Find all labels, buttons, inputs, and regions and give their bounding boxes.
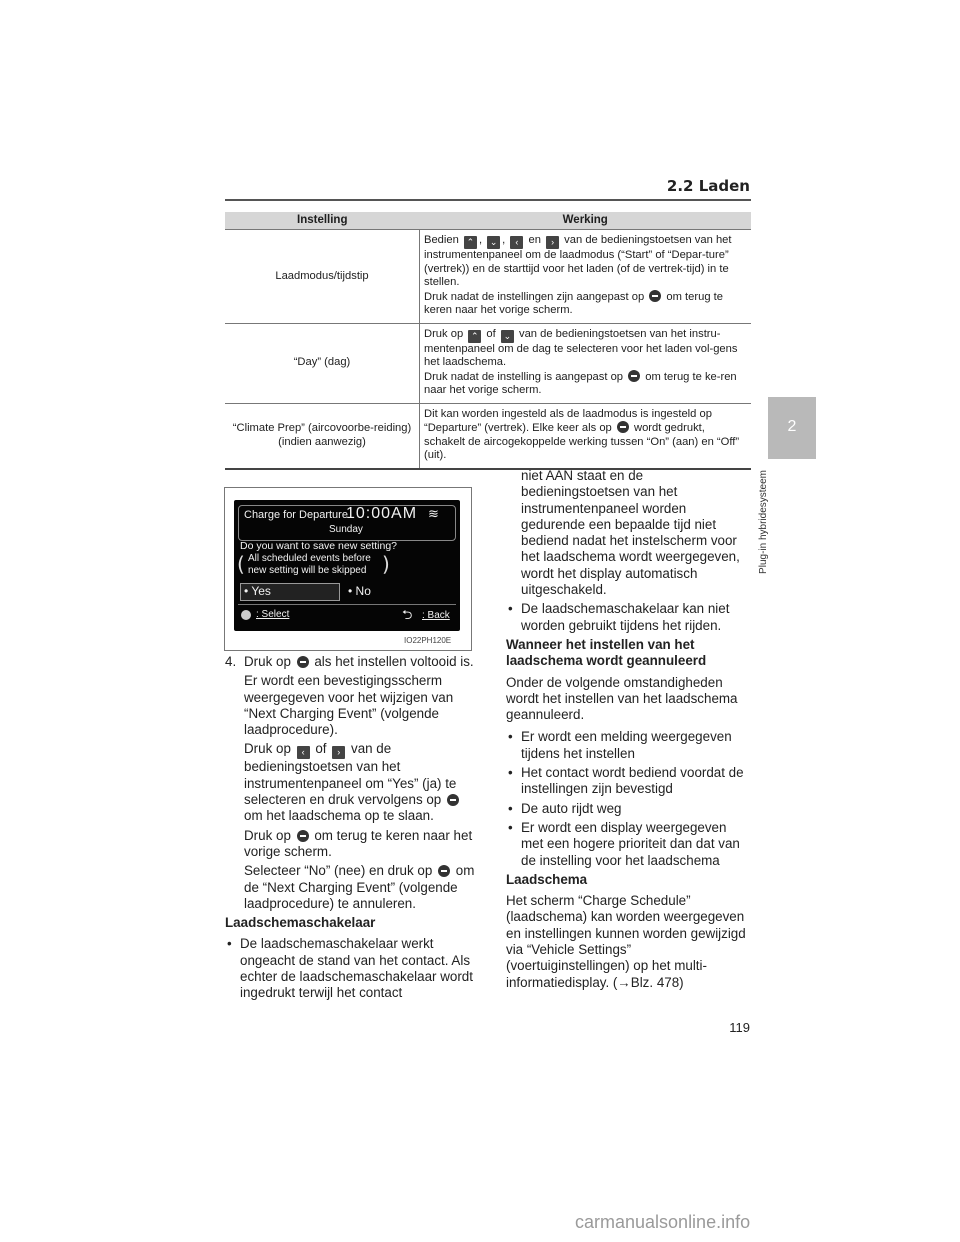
step-text: als het instellen voltooid is.: [314, 654, 474, 669]
desc-text: Druk op: [424, 327, 464, 340]
table-row: [225, 323, 751, 403]
heading-schedule-switch: Laadschemaschakelaar: [225, 915, 376, 931]
list-item-text: De auto rijdt weg: [521, 800, 622, 816]
list-item: [506, 729, 752, 762]
table-cell-setting: “Climate Prep” (aircovoorbe-reiding) (indien aanwezig): [225, 403, 420, 469]
list-item: [225, 936, 483, 1001]
right-button-icon: ›: [546, 236, 559, 249]
desc-text: ,: [478, 234, 483, 246]
paragraph: Het scherm “Charge Schedule” (laadschema) kan worden weergegeven en instellingen kunnen worden gewijzigd via “Vehicle Settings” (voertuiginstellingen) op het multi-informatiedisplay. (→Blz. 478): [506, 893, 746, 990]
text: Druk op: [244, 827, 291, 843]
screen-question: Do you want to save new setting?: [240, 540, 398, 552]
screen-note-line1: All scheduled events before: [248, 553, 371, 564]
step-number: 4.: [225, 654, 237, 669]
enter-button-icon: [438, 865, 450, 877]
paragraph: [225, 741, 483, 824]
table-header-setting: Instelling: [225, 212, 420, 230]
desc-text: van de bedieningstoetsen van het instrumentenpaneel om de laadmodus (“Start” of “Depar-ture” (vertrek)) en de starttijd voor het laden (of de vertrek-tijd) in te stellen.: [424, 234, 732, 288]
desc-text: om terug te ke-ren naar het vorige scherm.: [424, 370, 737, 396]
page-number: 119: [729, 1020, 750, 1035]
table-cell-description: [420, 323, 752, 403]
paragraph: Er wordt een bevestigingsscherm weergegeven voor het wijzigen van “Next Charging Event” (volgende laadprocedure).: [244, 673, 454, 738]
back-button-icon: [649, 290, 661, 302]
list-item: [506, 765, 752, 798]
list-item-text: Er wordt een display weergegeven met een hogere prioriteit dan dat van de instelling voor het laadschema: [521, 819, 740, 868]
desc-text: ,: [502, 234, 506, 246]
table-row: [225, 230, 751, 324]
list-item-text: Het contact wordt bediend voordat de instellingen zijn bevestigd: [521, 765, 744, 797]
list-item-text: Er wordt een melding weergegeven tijdens het instellen: [521, 729, 732, 761]
heading-charge-schedule: Laadschema: [506, 871, 588, 887]
list-item: [506, 801, 752, 817]
desc-text: of: [486, 327, 496, 340]
select-hint: : Select: [256, 609, 290, 620]
step-text: Druk op: [244, 654, 291, 669]
back-button-icon: [297, 830, 309, 842]
table-cell-setting: Laadmodus/tijdstip: [225, 230, 420, 324]
text: om het laadschema op te slaan.: [244, 808, 434, 824]
table-cell-description: [420, 230, 752, 324]
desc-text: Druk nadat de instellingen zijn aangepast op: [424, 290, 645, 303]
screen-note-line2: new setting will be skipped: [248, 565, 367, 576]
left-button-icon: ‹: [510, 236, 523, 249]
paragraph: [225, 863, 483, 912]
step-4: [225, 654, 483, 670]
section-title: 2.2 Laden: [666, 177, 750, 195]
list-item-text: De laadschemaschakelaar werkt ongeacht de stand van het contact. Als echter de laadschemaschakelaar wordt ingedrukt terwijl het contact: [240, 936, 473, 1001]
bracket-right-icon: ): [382, 552, 390, 576]
image-code: IO22PH120E: [404, 636, 452, 645]
chapter-label-text: Plug-in hybridesysteem: [758, 470, 769, 574]
down-button-icon: ⌄: [501, 330, 514, 343]
table-header-row: [225, 212, 751, 230]
paragraph: Onder de volgende omstandigheden wordt het instellen van het laadschema geannuleerd.: [506, 674, 738, 723]
table-row: [225, 403, 751, 469]
select-button-icon: [241, 610, 251, 620]
enter-button-icon: [617, 421, 629, 433]
chapter-label: [758, 470, 772, 630]
list-item: [506, 601, 752, 634]
enter-button-icon: [447, 794, 459, 806]
bracket-left-icon: (: [237, 552, 245, 576]
paragraph: [225, 828, 483, 861]
desc-text: Dit kan worden ingesteld als de laadmodus is ingesteld op “Departure” (vertrek). Elke keer als op: [424, 407, 712, 434]
back-arrow-icon: ⮌: [402, 607, 413, 622]
desc-text: en: [528, 234, 541, 246]
right-button-icon: ›: [332, 746, 345, 759]
down-button-icon: ⌄: [487, 236, 500, 249]
text: van de bedieningstoetsen van het instrumentenpaneel om “Yes” (ja) te selecteren en druk vervolgens op: [244, 741, 457, 808]
text: of: [315, 741, 327, 757]
screen-separator: [238, 604, 456, 605]
up-button-icon: ⌃: [464, 236, 477, 249]
desc-text: Druk nadat de instelling is aangepast op: [424, 370, 624, 383]
up-button-icon: ⌃: [468, 330, 481, 343]
text: om terug te keren naar het vorige scherm.: [244, 827, 473, 859]
settings-table: [225, 212, 751, 470]
yes-option: • Yes: [244, 584, 271, 598]
desc-text: Bedien: [424, 234, 459, 246]
section-divider: [225, 199, 751, 201]
left-button-icon: ‹: [297, 746, 310, 759]
right-column: [506, 468, 752, 994]
desc-text: wordt gedrukt, schakelt de aircogekoppelde werking tussen “On” (aan) en “Off” (uit).: [424, 422, 740, 461]
back-button-icon: [297, 656, 309, 668]
watermark: carmanualsonline.info: [575, 1212, 751, 1232]
climate-icon: ≋: [428, 506, 439, 521]
left-column: [225, 654, 483, 1005]
table-cell-description: [420, 403, 752, 469]
table-header-function: Werking: [420, 212, 752, 230]
screen-day: Sunday: [329, 524, 363, 535]
screen-title: Charge for Departure: [244, 509, 348, 521]
desc-text: om terug te keren naar het vorige scherm.: [424, 290, 723, 316]
chapter-number: 2: [787, 418, 797, 435]
heading-cancel: Wanneer het instellen van het laadschema wordt geannuleerd: [506, 636, 707, 669]
display-screen: [234, 500, 460, 631]
desc-text: van de bedieningstoetsen van het instru-mentenpaneel om de dag te selecteren voor het laden vol-gens het laadschema.: [424, 327, 738, 368]
text: Selecteer “No” (nee) en druk op: [244, 863, 433, 879]
back-hint: : Back: [422, 610, 450, 621]
back-button-icon: [628, 370, 640, 382]
list-item: [506, 820, 752, 869]
text: om de “Next Charging Event” (volgende laadprocedure) te annuleren.: [244, 863, 475, 911]
no-option: • No: [348, 584, 371, 598]
paragraph-continued: niet AAN staat en de bedieningstoetsen van het instrumentenpaneel worden gedurende een bepaalde tijd niet bediend nadat het instelscherm voor het laadschema wordt weergegeven, wordt het display automatisch uitgeschakeld.: [521, 468, 740, 598]
screen-time: 10:00AM: [346, 505, 418, 522]
text: Druk op: [244, 741, 291, 757]
list-item-text: De laadschemaschakelaar kan niet worden gebruikt tijdens het rijden.: [521, 601, 730, 633]
table-cell-setting: “Day” (dag): [225, 323, 420, 403]
